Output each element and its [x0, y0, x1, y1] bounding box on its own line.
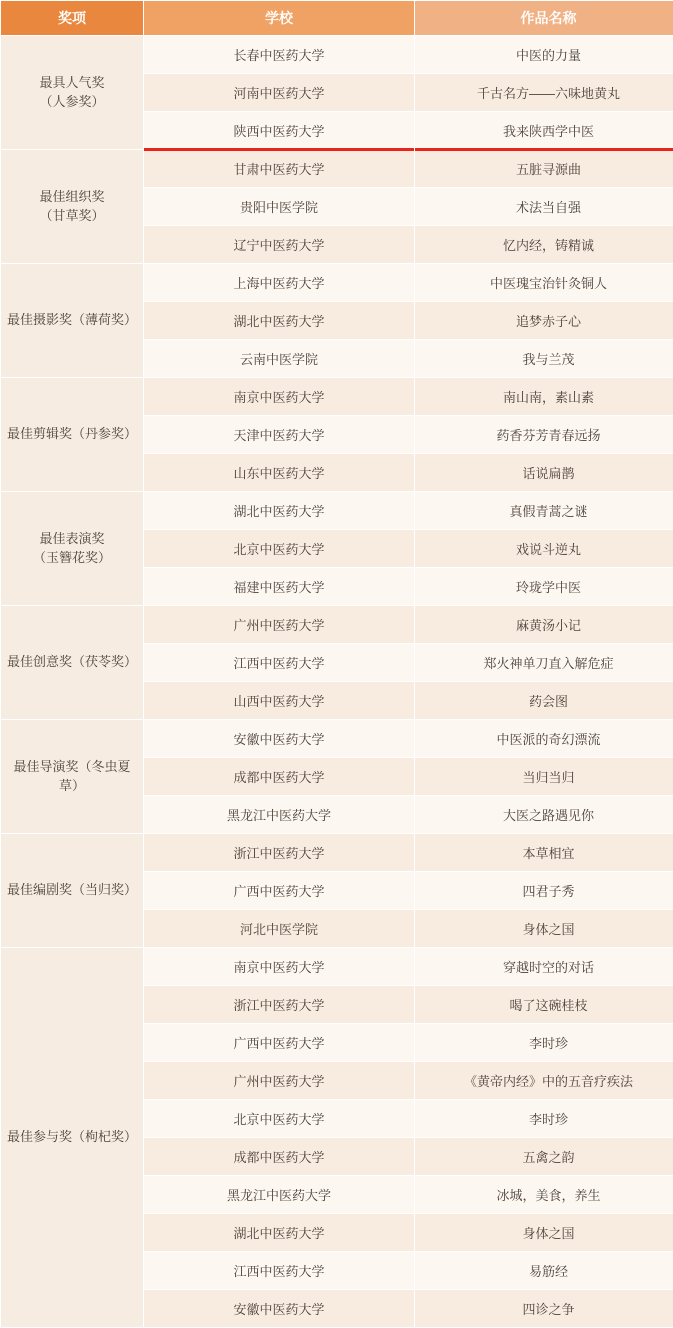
work-title-cell: 李时珍: [415, 1100, 673, 1138]
school-name-cell: 河南中医药大学: [144, 74, 415, 112]
school-name-cell: 安徽中医药大学: [144, 720, 415, 758]
school-name-cell: 湖北中医药大学: [144, 302, 415, 340]
award-category-label: 最佳摄影奖（薄荷奖）: [5, 311, 139, 330]
school-name-cell: 贵阳中医学院: [144, 188, 415, 226]
work-title-cell: 易筋经: [415, 1252, 673, 1290]
work-title-cell: 五脏寻源曲: [415, 150, 673, 188]
school-name-cell: 黑龙江中医药大学: [144, 1176, 415, 1214]
award-category-cell: [1, 492, 144, 606]
work-title-cell: 戏说斗逆丸: [415, 530, 673, 568]
column-header-work: 作品名称: [415, 1, 673, 36]
work-title-cell: 术法当自强: [415, 188, 673, 226]
work-title-cell: 追梦赤子心: [415, 302, 673, 340]
work-title-cell: 我来陕西学中医: [415, 112, 673, 150]
work-title-cell: 话说扁鹊: [415, 454, 673, 492]
work-title-cell: 身体之国: [415, 1214, 673, 1252]
award-category-cell: [1, 36, 144, 150]
table-header: [1, 1, 673, 36]
award-category-cell: [1, 948, 144, 1328]
school-name-cell: 浙江中医药大学: [144, 986, 415, 1024]
award-category-cell: [1, 378, 144, 492]
school-name-cell: 湖北中医药大学: [144, 1214, 415, 1252]
work-title-cell: 玲珑学中医: [415, 568, 673, 606]
work-title-cell: 当归当归: [415, 758, 673, 796]
table-row: [1, 492, 673, 530]
school-name-cell: 广西中医药大学: [144, 872, 415, 910]
work-title-cell: 《黄帝内经》中的五音疗疾法: [415, 1062, 673, 1100]
award-category-label: （人参奖）: [5, 93, 139, 112]
school-name-cell: 甘肃中医药大学: [144, 150, 415, 188]
award-category-label: 最佳组织奖: [5, 188, 139, 207]
work-title-cell: 我与兰茂: [415, 340, 673, 378]
school-name-cell: 成都中医药大学: [144, 758, 415, 796]
school-name-cell: 河北中医学院: [144, 910, 415, 948]
work-title-cell: 本草相宜: [415, 834, 673, 872]
work-title-cell: 药会图: [415, 682, 673, 720]
work-title-cell: 郑火神单刀直入解危症: [415, 644, 673, 682]
work-title-cell: 四诊之争: [415, 1290, 673, 1328]
column-header-school: 学校: [144, 1, 415, 36]
table-row: [1, 36, 673, 74]
award-category-label: （玉簪花奖）: [5, 549, 139, 568]
award-category-label: （甘草奖）: [5, 207, 139, 226]
school-name-cell: 福建中医药大学: [144, 568, 415, 606]
column-header-award: 奖项: [1, 1, 144, 36]
school-name-cell: 广州中医药大学: [144, 606, 415, 644]
table-header-row: [1, 1, 673, 36]
school-name-cell: 陕西中医药大学: [144, 112, 415, 150]
work-title-cell: 李时珍: [415, 1024, 673, 1062]
award-category-label: 最佳剪辑奖（丹参奖）: [5, 425, 139, 444]
work-title-cell: 身体之国: [415, 910, 673, 948]
school-name-cell: 山西中医药大学: [144, 682, 415, 720]
table-row: [1, 606, 673, 644]
work-title-cell: 四君子秀: [415, 872, 673, 910]
table-row: [1, 948, 673, 986]
award-category-label: 最佳导演奖（冬虫夏草）: [5, 758, 139, 796]
award-category-cell: [1, 264, 144, 378]
school-name-cell: 广州中医药大学: [144, 1062, 415, 1100]
table-row: [1, 834, 673, 872]
school-name-cell: 长春中医药大学: [144, 36, 415, 74]
work-title-cell: 南山南，素山素: [415, 378, 673, 416]
award-category-label: 最佳编剧奖（当归奖）: [5, 881, 139, 900]
work-title-cell: 真假青蒿之谜: [415, 492, 673, 530]
school-name-cell: 云南中医学院: [144, 340, 415, 378]
table-row: [1, 264, 673, 302]
school-name-cell: 南京中医药大学: [144, 948, 415, 986]
award-category-label: 最佳参与奖（枸杞奖）: [5, 1128, 139, 1147]
highlight-underline: [144, 148, 414, 151]
work-title-cell: 麻黄汤小记: [415, 606, 673, 644]
work-title-cell: 千古名方——六味地黄丸: [415, 74, 673, 112]
school-name-cell: 成都中医药大学: [144, 1138, 415, 1176]
school-name-cell: 北京中医药大学: [144, 530, 415, 568]
school-name-cell: 黑龙江中医药大学: [144, 796, 415, 834]
work-title-cell: 药香芬芳青春远扬: [415, 416, 673, 454]
work-title-cell: 中医瑰宝治针灸铜人: [415, 264, 673, 302]
school-name-cell: 浙江中医药大学: [144, 834, 415, 872]
highlight-underline: [415, 148, 673, 151]
award-category-cell: [1, 150, 144, 264]
award-category-cell: [1, 606, 144, 720]
school-name-cell: 北京中医药大学: [144, 1100, 415, 1138]
school-name-cell: 辽宁中医药大学: [144, 226, 415, 264]
work-title-cell: 喝了这碗桂枝: [415, 986, 673, 1024]
award-category-label: 最佳表演奖: [5, 530, 139, 549]
award-category-label: 最佳创意奖（茯苓奖）: [5, 653, 139, 672]
work-title-cell: 忆内经，铸精诚: [415, 226, 673, 264]
school-name-cell: 江西中医药大学: [144, 644, 415, 682]
work-title-cell: 穿越时空的对话: [415, 948, 673, 986]
work-title-cell: 五禽之韵: [415, 1138, 673, 1176]
work-title-cell: 冰城，美食，养生: [415, 1176, 673, 1214]
table-row: [1, 378, 673, 416]
award-category-cell: [1, 720, 144, 834]
table-row: [1, 150, 673, 188]
school-name-cell: 湖北中医药大学: [144, 492, 415, 530]
work-title-cell: 中医的力量: [415, 36, 673, 74]
school-name-cell: 上海中医药大学: [144, 264, 415, 302]
award-category-label: 最具人气奖: [5, 74, 139, 93]
school-name-cell: 天津中医药大学: [144, 416, 415, 454]
work-title-cell: 中医派的奇幻漂流: [415, 720, 673, 758]
award-category-cell: [1, 834, 144, 948]
table-row: [1, 720, 673, 758]
work-title-cell: 大医之路遇见你: [415, 796, 673, 834]
table-body: [1, 36, 673, 1328]
school-name-cell: 山东中医药大学: [144, 454, 415, 492]
school-name-cell: 广西中医药大学: [144, 1024, 415, 1062]
school-name-cell: 江西中医药大学: [144, 1252, 415, 1290]
school-name-cell: 安徽中医药大学: [144, 1290, 415, 1328]
school-name-cell: 南京中医药大学: [144, 378, 415, 416]
